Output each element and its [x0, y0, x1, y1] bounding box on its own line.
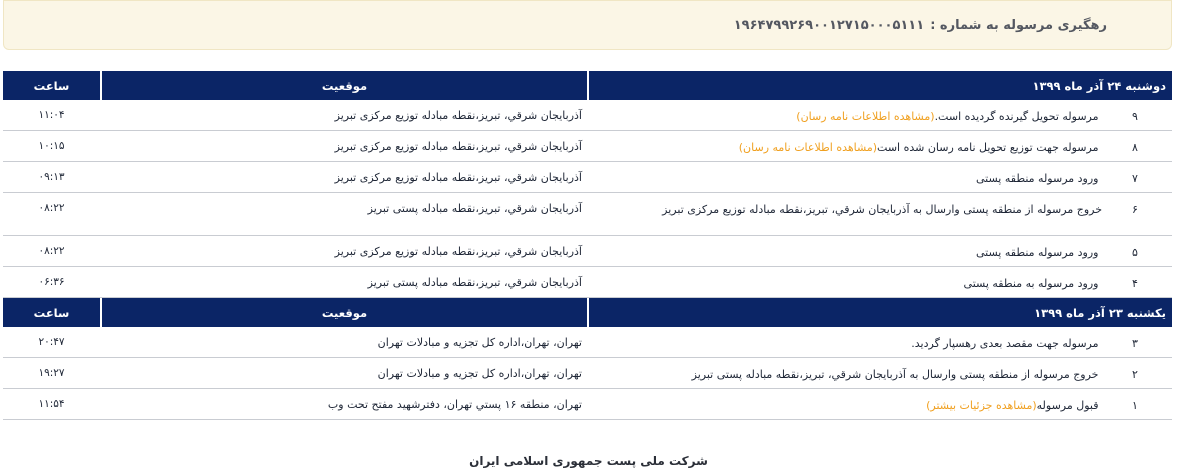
table-row — [3, 131, 1172, 162]
table-row — [3, 236, 1172, 267]
event-text: ورود مرسوله به منطقه پستی — [963, 277, 1099, 290]
event-description — [587, 162, 1172, 193]
event-time: ۱۰:۱۵ — [3, 131, 100, 162]
event-text: ورود مرسوله منطقه پستی — [976, 172, 1099, 185]
event-text: مرسوله جهت توزیع تحویل نامه رسان شده است — [877, 141, 1099, 154]
event-time: ۱۱:۰۴ — [3, 100, 100, 131]
event-index: ۵ — [1132, 246, 1138, 259]
table-row — [3, 267, 1172, 298]
table-row — [3, 389, 1172, 420]
event-description — [587, 267, 1172, 298]
event-index: ۱ — [1132, 399, 1138, 412]
event-text: مرسوله جهت مقصد بعدی رهسپار گردید. — [911, 337, 1099, 350]
table-row — [3, 162, 1172, 193]
event-time: ۰۶:۳۶ — [3, 267, 100, 298]
event-description — [587, 193, 1172, 236]
event-description — [587, 389, 1172, 420]
footer-company-name: شرکت ملی پست جمهوری اسلامی ایران — [469, 454, 708, 468]
event-description — [587, 236, 1172, 267]
event-index: ۲ — [1132, 368, 1138, 381]
event-location: آذربایجان شرقي، تبريز،نقطه مبادله توزيع مرکزی تبريز — [100, 162, 587, 193]
day-date: دوشنبه ۲۴ آذر ماه ۱۳۹۹ — [587, 71, 1172, 100]
day-date: یکشنبه ۲۳ آذر ماه ۱۳۹۹ — [587, 298, 1172, 327]
event-index: ۸ — [1132, 141, 1138, 154]
event-index: ۴ — [1132, 277, 1138, 290]
event-text: قبول مرسوله — [1036, 399, 1099, 412]
tracking-header — [3, 0, 1172, 50]
view-mailman-info-link[interactable]: (مشاهده اطلاعات نامه رسان) — [796, 110, 935, 123]
tracking-table — [3, 71, 1172, 420]
event-location: آذربایجان شرقي، تبريز،نقطه مبادله پستی تبريز — [100, 193, 587, 236]
event-index: ۳ — [1132, 337, 1138, 350]
event-text: مرسوله تحویل گیرنده گردیده است. — [934, 110, 1099, 123]
event-text: ورود مرسوله منطقه پستی — [976, 246, 1099, 259]
event-location: آذربایجان شرقي، تبريز،نقطه مبادله توزيع مرکزی تبريز — [100, 100, 587, 131]
event-time: ۰۸:۲۲ — [3, 236, 100, 267]
event-time: ۰۹:۱۳ — [3, 162, 100, 193]
event-time: ۱۱:۵۴ — [3, 389, 100, 420]
event-time: ۰۸:۲۲ — [3, 193, 100, 236]
time-column-header: ساعت — [3, 298, 100, 327]
table-row — [3, 100, 1172, 131]
view-more-details-link[interactable]: (مشاهده جزئیات بیشتر) — [926, 399, 1037, 412]
event-index: ۹ — [1132, 110, 1138, 123]
event-location: آذربایجان شرقي، تبريز،نقطه مبادله توزيع مرکزی تبريز — [100, 131, 587, 162]
table-row — [3, 358, 1172, 389]
view-mailman-info-link[interactable]: (مشاهده اطلاعات نامه رسان) — [738, 141, 878, 154]
event-description — [587, 358, 1172, 389]
time-column-header: ساعت — [3, 71, 100, 100]
event-description — [587, 100, 1172, 131]
event-location: آذربایجان شرقي، تبريز،نقطه مبادله توزيع مرکزی تبريز — [100, 236, 587, 267]
event-location: تهران، منطقه ۱۶ پستي تهران، دفترشهيد مفتح تحت وب — [100, 389, 587, 420]
event-description — [587, 327, 1172, 358]
day-header — [3, 71, 1172, 100]
table-row — [3, 327, 1172, 358]
tracking-title: رهگیری مرسوله به شماره : — [930, 17, 1107, 33]
location-column-header: موقعیت — [100, 71, 587, 100]
table-row — [3, 193, 1172, 236]
event-time: ۱۹:۲۷ — [3, 358, 100, 389]
event-time: ۲۰:۴۷ — [3, 327, 100, 358]
event-location: تهران، تهران،اداره کل تجزيه و مبادلات تهران — [100, 327, 587, 358]
event-text: خروج مرسوله از منطقه پستی وارسال به آذربایجان شرقي، تبريز،نقطه مبادله پستی تبريز — [691, 368, 1099, 381]
event-index: ۷ — [1132, 172, 1138, 185]
event-location: تهران، تهران،اداره کل تجزيه و مبادلات تهران — [100, 358, 587, 389]
location-column-header: موقعیت — [100, 298, 587, 327]
event-location: آذربایجان شرقي، تبريز،نقطه مبادله پستی تبريز — [100, 267, 587, 298]
event-description — [587, 131, 1172, 162]
event-index: ۶ — [1132, 203, 1138, 216]
tracking-number: ۱۹۶۴۷۹۹۲۶۹۰۰۱۲۷۱۵۰۰۰۵۱۱۱ — [733, 17, 925, 33]
day-header — [3, 298, 1172, 327]
event-text: خروج مرسوله از منطقه پستی وارسال به آذربایجان شرقي، تبريز،نقطه مبادله توزيع مرکزی تبريز — [662, 203, 1102, 216]
